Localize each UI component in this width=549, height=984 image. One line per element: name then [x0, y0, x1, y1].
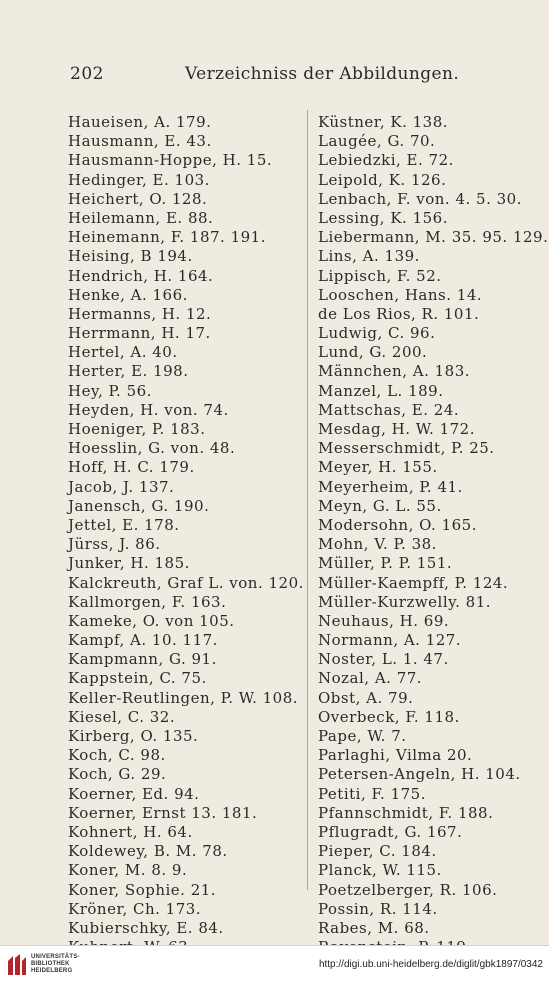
index-entry: Lippisch, F. 52.: [318, 266, 442, 285]
index-entry: Mesdag, H. W. 172.: [318, 420, 475, 438]
index-entry: Henke, A. 166.: [68, 285, 188, 304]
permalink-url[interactable]: http://digi.ub.uni-heidelberg.de/diglit/gbk1897/0342: [318, 959, 543, 970]
index-entry: Koner, Sophie. 21.: [68, 880, 217, 899]
index-entry: Overbeck, F. 118.: [318, 707, 460, 726]
index-entry: Messerschmidt, P. 25.: [318, 439, 495, 458]
index-entry: Lenbach, F. von. 4. 5. 30.: [318, 189, 522, 208]
heidelberg-library-logo-icon[interactable]: [6, 953, 28, 977]
page-number: 202: [70, 64, 104, 84]
index-entry: Lebiedzki, E. 72.: [318, 151, 454, 170]
index-entry: Noster, L. 1. 47.: [318, 650, 449, 669]
index-entry: Heilemann, E. 88.: [68, 208, 214, 227]
index-entry: de Los Rios, R. 101.: [318, 304, 480, 323]
index-entry: Mattschas, E. 24.: [318, 400, 460, 419]
index-entry: Obst, A. 79.: [318, 688, 414, 707]
index-entry: Jettel, E. 178.: [68, 515, 180, 534]
index-entry: Parlaghi, Vilma 20.: [318, 746, 473, 765]
index-entry: Poetzelberger, R. 106.: [318, 880, 498, 899]
index-entry: Kirberg, O. 135.: [68, 727, 199, 745]
index-entry: Kappstein, C. 75.: [68, 669, 207, 688]
index-entry: Koerner, Ernst 13. 181.: [68, 803, 258, 822]
index-entry: Koerner, Ed. 94.: [68, 784, 200, 803]
index-column-right: [318, 113, 549, 957]
page-header: [0, 64, 549, 88]
index-entry: Müller, P. P. 151.: [318, 554, 453, 573]
index-entry: Kameke, O. von 105.: [68, 611, 235, 630]
viewer-footer: [0, 945, 549, 984]
library-name-line: UNIVERSITÄTS-: [31, 954, 80, 960]
index-column-left: [68, 113, 304, 957]
index-entry: Hendrich, H. 164.: [68, 266, 214, 285]
index-entry: Planck, W. 115.: [318, 861, 442, 880]
index-entry: Lund, G. 200.: [318, 343, 428, 362]
index-entry: Possin, R. 114.: [318, 899, 438, 918]
index-entry: Petersen-Angeln, H. 104.: [318, 765, 521, 784]
library-name-line: HEIDELBERG: [31, 968, 73, 974]
index-entry: Junker, H. 185.: [68, 554, 190, 573]
index-entry: Neuhaus, H. 69.: [318, 611, 450, 630]
index-entry: Hey, P. 56.: [68, 381, 152, 400]
column-divider: [307, 110, 308, 890]
index-entry: Hausmann, E. 43.: [68, 132, 212, 151]
index-entry: Meyer, H. 155.: [318, 458, 438, 477]
index-entry: Jacob, J. 137.: [68, 477, 175, 496]
index-entry: Hausmann-Hoppe, H. 15.: [68, 151, 273, 170]
index-entry: Müller-Kurzwelly. 81.: [318, 592, 492, 611]
index-entry: Koner, M. 8. 9.: [68, 861, 188, 880]
index-entry: Kampmann, G. 91.: [68, 650, 217, 669]
index-entry: Herrmann, H. 17.: [68, 324, 211, 343]
index-entry: Laugée, G. 70.: [318, 132, 436, 151]
index-entry: Liebermann, M. 35. 95. 129.: [318, 228, 549, 247]
index-entry: Heising, B 194.: [68, 247, 193, 266]
index-entry: Meyn, G. L. 55.: [318, 496, 442, 515]
index-entry: Koch, G. 29.: [68, 765, 167, 784]
running-title: Verzeichniss der Abbildungen.: [185, 64, 460, 84]
index-entry: Keller-Reutlingen, P. W. 108.: [68, 688, 299, 707]
index-entry: Heinemann, F. 187. 191.: [68, 228, 266, 247]
index-entry: Hermanns, H. 12.: [68, 304, 212, 323]
index-entry: Normann, A. 127.: [318, 631, 462, 650]
index-entry: Kohnert, H. 64.: [68, 822, 193, 841]
index-entry: Meyerheim, P. 41.: [318, 477, 463, 496]
library-name: [31, 954, 80, 975]
index-entry: Nozal, A. 77.: [318, 669, 423, 688]
index-entry: Pieper, C. 184.: [318, 842, 437, 861]
index-entry: Hoesslin, G. von. 48.: [68, 439, 236, 458]
index-entry: Jürss, J. 86.: [68, 535, 161, 554]
index-entry: Herter, E. 198.: [68, 362, 189, 381]
index-entry: Kallmorgen, F. 163.: [68, 592, 227, 611]
index-entry: Petiti, F. 175.: [318, 784, 426, 803]
index-entry: Küstner, K. 138.: [318, 113, 448, 131]
index-entry: Ludwig, C. 96.: [318, 324, 436, 343]
index-entry: Hertel, A. 40.: [68, 343, 178, 362]
index-entry: Modersohn, O. 165.: [318, 515, 477, 534]
index-entry: Kubierschky, E. 84.: [68, 918, 224, 937]
index-entry: Lessing, K. 156.: [318, 208, 448, 227]
index-entry: Rabes, M. 68.: [318, 918, 430, 937]
index-entry: Hedinger, E. 103.: [68, 170, 210, 189]
index-entry: Kröner, Ch. 173.: [68, 899, 202, 918]
index-entry: Hoeniger, P. 183.: [68, 420, 206, 438]
library-name-line: BIBLIOTHEK: [31, 961, 70, 967]
index-entry: Janensch, G. 190.: [68, 496, 210, 515]
index-entry: Pfannschmidt, F. 188.: [318, 803, 494, 822]
index-entry: Leipold, K. 126.: [318, 170, 447, 189]
index-entry: Heyden, H. von. 74.: [68, 400, 229, 419]
index-entry: Kampf, A. 10. 117.: [68, 631, 218, 650]
index-entry: Heichert, O. 128.: [68, 189, 208, 208]
index-entry: Koch, C. 98.: [68, 746, 166, 765]
index-entry: Lins, A. 139.: [318, 247, 420, 266]
index-entry: Kalckreuth, Graf L. von. 120.: [68, 573, 304, 592]
index-entry: Müller-Kaempff, P. 124.: [318, 573, 509, 592]
index-entry: Koldewey, B. M. 78.: [68, 842, 228, 861]
index-entry: Mohn, V. P. 38.: [318, 535, 437, 554]
index-entry: Looschen, Hans. 14.: [318, 285, 483, 304]
index-entry: Pape, W. 7.: [318, 727, 407, 745]
index-entry: Haueisen, A. 179.: [68, 113, 212, 131]
index-entry: Kiesel, C. 32.: [68, 707, 176, 726]
index-entry: Männchen, A. 183.: [318, 362, 471, 381]
index-entry: Pflugradt, G. 167.: [318, 822, 463, 841]
index-entry: Manzel, L. 189.: [318, 381, 444, 400]
index-entry: Hoff, H. C. 179.: [68, 458, 195, 477]
